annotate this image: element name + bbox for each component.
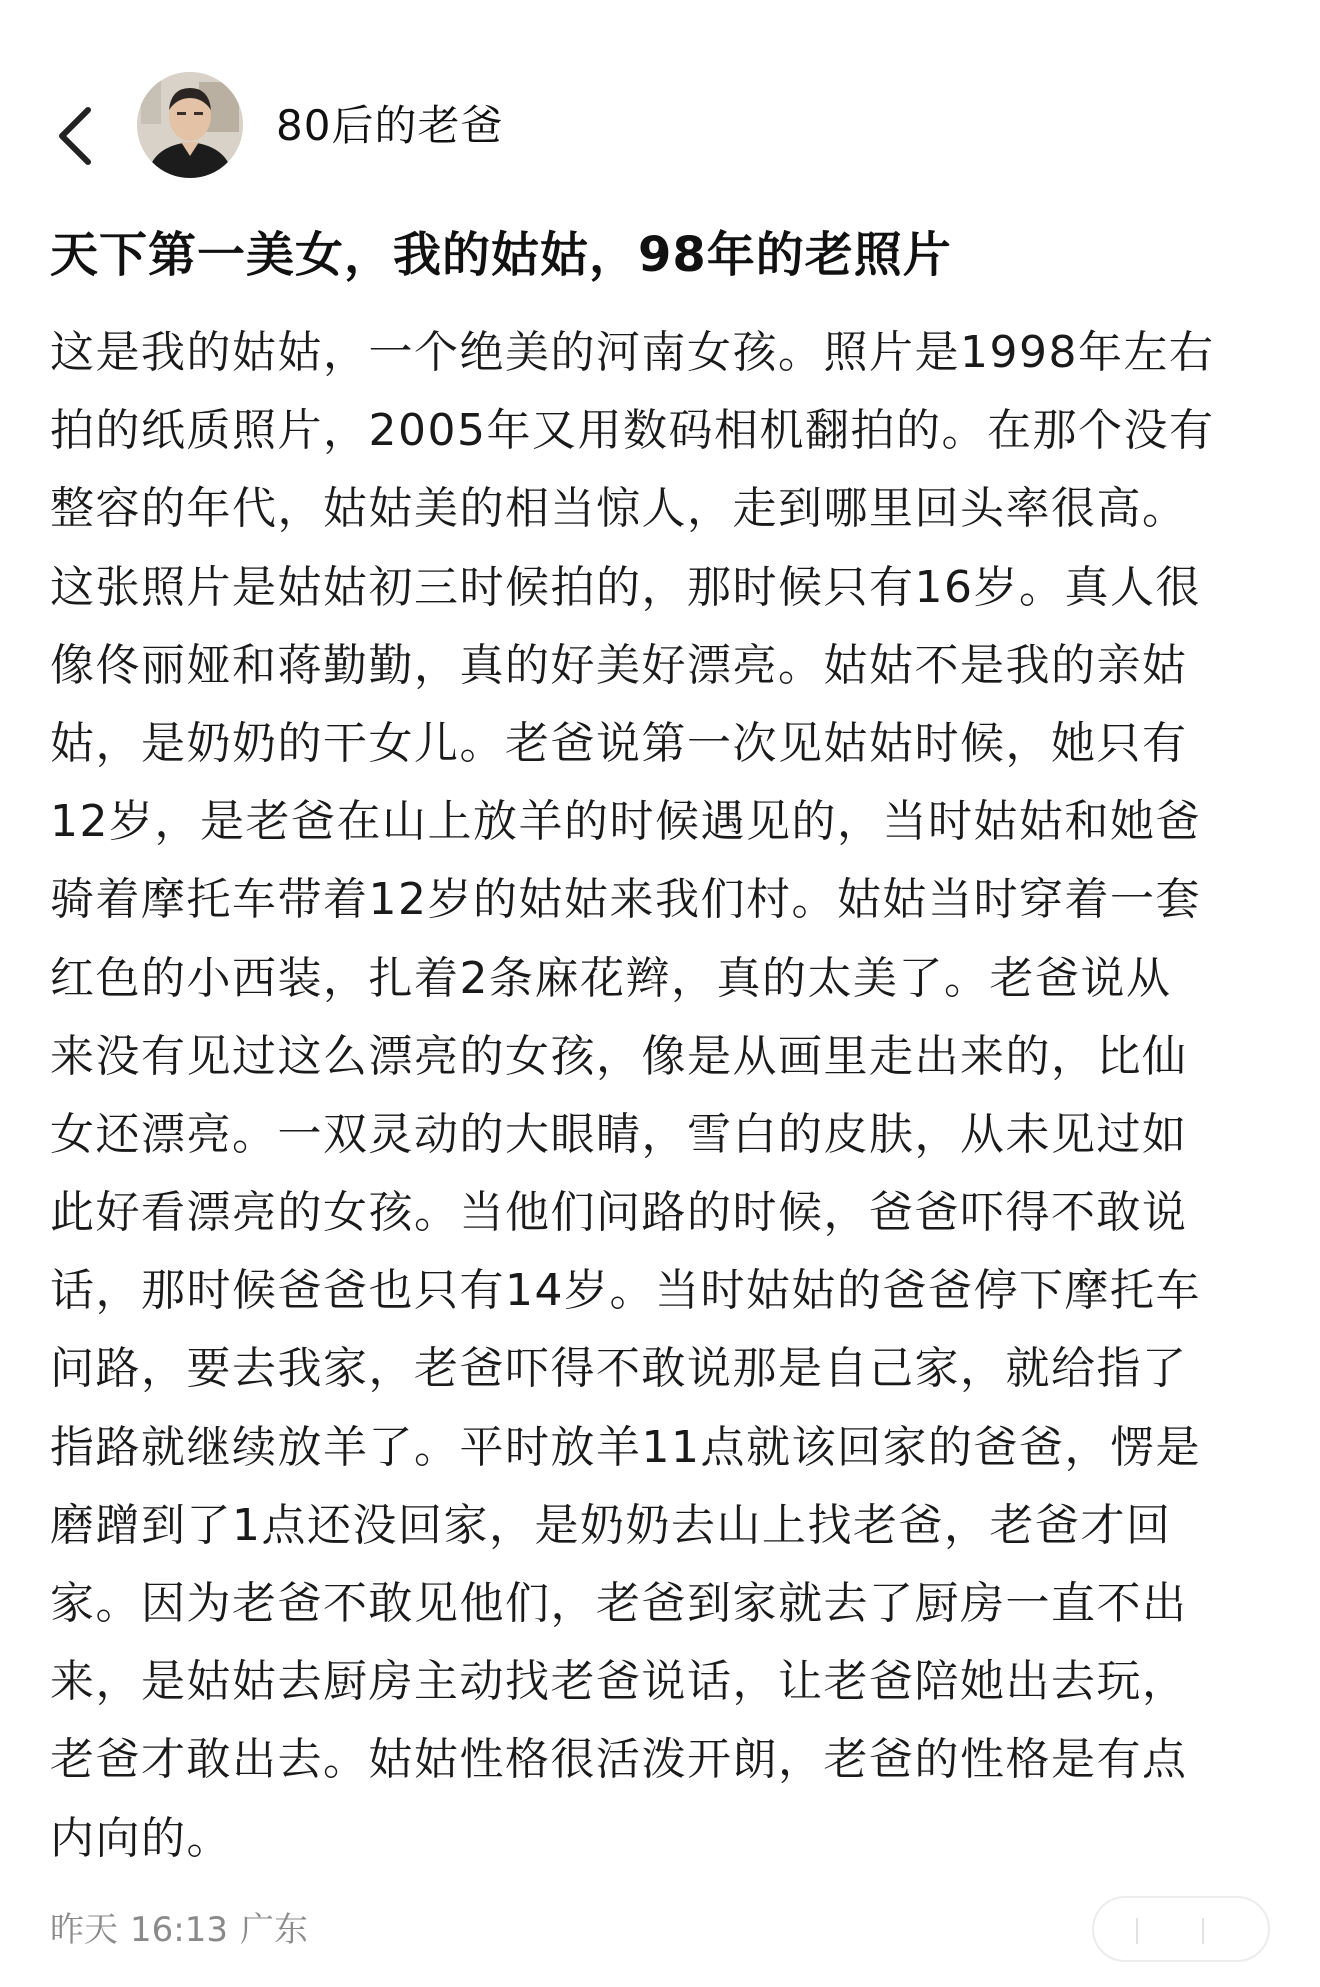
post-body — [50, 314, 1278, 1878]
body-line: 家。因为老爸不敢见他们，老爸到家就去了厨房一直不出 — [50, 1578, 1188, 1629]
body-line: 骑着摩托车带着12岁的姑姑来我们村。姑姑当时穿着一套 — [50, 874, 1201, 926]
body-line: 这张照片是姑姑初三时候拍的，那时候只有16岁。真人很 — [50, 561, 1201, 613]
body-line: 磨蹭到了1点还没回家，是奶奶去山上找老爸，老爸才回 — [50, 1499, 1172, 1551]
avatar[interactable] — [137, 72, 243, 178]
body-line: 拍的纸质照片，2005年又用数码相机翻拍的。在那个没有 — [50, 405, 1215, 457]
body-line: 老爸才敢出去。姑姑性格很活泼开朗，老爸的性格是有点 — [50, 1734, 1188, 1786]
top-bar — [0, 60, 1320, 200]
body-line: 姑，是奶奶的干女儿。老爸说第一次见姑姑时候，她只有 — [50, 717, 1188, 769]
body-line: 内向的。 — [50, 1812, 232, 1864]
body-line: 整容的年代，姑姑美的相当惊人，走到哪里回头率很高。 — [50, 483, 1188, 535]
post-location: 广东 — [239, 1910, 308, 1950]
divider — [1136, 1918, 1138, 1944]
post-date: 昨天 — [50, 1910, 118, 1950]
body-line: 这是我的姑姑，一个绝美的河南女孩。照片是1998年左右 — [50, 327, 1215, 378]
post-title: 天下第一美女，我的姑姑，98年的老照片 — [50, 227, 952, 283]
body-line: 来没有见过这么漂亮的女孩，像是从画里走出来的，比仙 — [50, 1030, 1188, 1082]
body-line: 话，那时候爸爸也只有14岁。当时姑姑的爸爸停下摩托车 — [50, 1265, 1201, 1317]
divider — [1202, 1918, 1204, 1944]
author-name[interactable]: 80后的老爸 — [276, 101, 504, 150]
body-line: 问路，要去我家，老爸吓得不敢说那是自己家，就给指了 — [50, 1343, 1188, 1395]
post-meta — [50, 1906, 320, 1954]
action-pill-button[interactable] — [1092, 1896, 1270, 1962]
body-line: 女还漂亮。一双灵动的大眼睛，雪白的皮肤，从未见过如 — [50, 1108, 1188, 1160]
body-line: 来，是姑姑去厨房主动找老爸说话，让老爸陪她出去玩， — [50, 1656, 1188, 1708]
body-line: 红色的小西装，扎着2条麻花辫，真的太美了。老爸说从 — [50, 952, 1172, 1004]
body-line: 像佟丽娅和蒋勤勤，真的好美好漂亮。姑姑不是我的亲姑 — [50, 639, 1188, 691]
body-line: 12岁，是老爸在山上放羊的时候遇见的，当时姑姑和她爸 — [50, 796, 1201, 848]
post-time: 16:13 — [130, 1910, 228, 1950]
back-button[interactable] — [48, 96, 104, 176]
chevron-left-icon — [48, 96, 104, 176]
body-line: 指路就继续放羊了。平时放羊11点就该回家的爸爸，愣是 — [50, 1421, 1201, 1473]
avatar-image — [137, 72, 243, 178]
body-line: 此好看漂亮的女孩。当他们问路的时候，爸爸吓得不敢说 — [50, 1187, 1188, 1239]
